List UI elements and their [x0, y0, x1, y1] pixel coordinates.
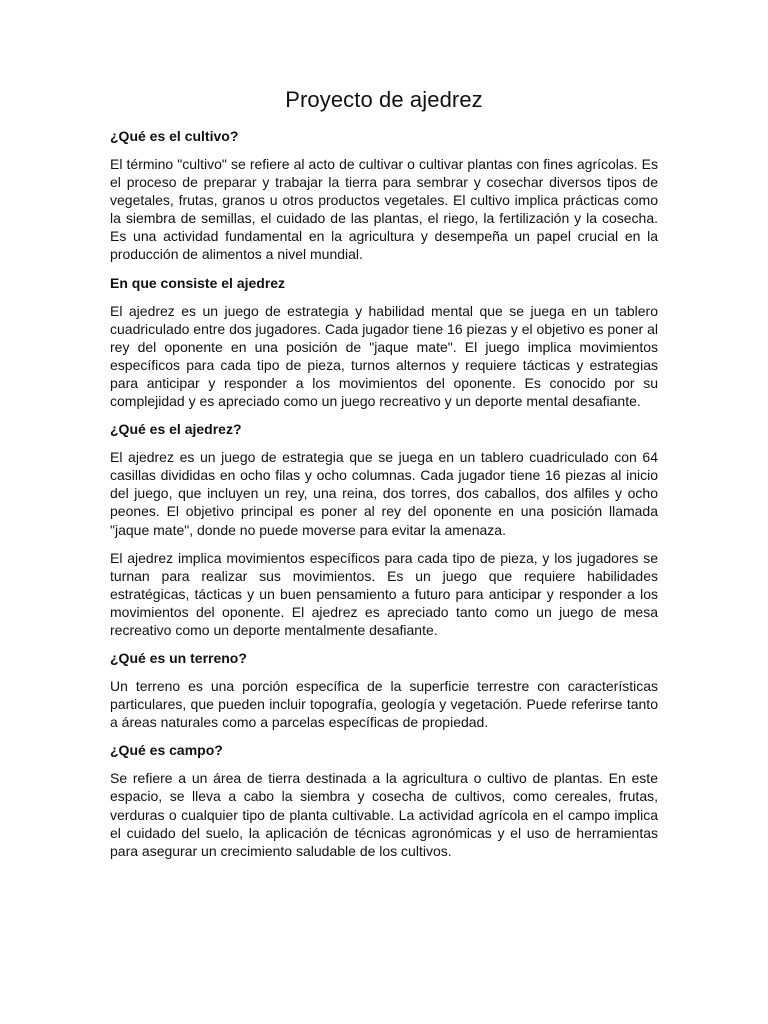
paragraph: Se refiere a un área de tierra destinada a la agricultura o cultivo de plantas. En este espacio, se lleva a cabo la siembra y cosecha de cultivos, como cereales, frutas, verduras o cualquier tipo de planta cultivable. La actividad agrícola en el campo implica el cuidado del suelo, la aplicación de técnicas agronómicas y el uso de herramientas para asegurar un crecimiento saludable de los cultivos. [110, 770, 658, 859]
section-heading: En que consiste el ajedrez [110, 274, 286, 291]
section-que-es-ajedrez [110, 420, 658, 639]
section-heading: ¿Qué es un terreno? [110, 650, 247, 667]
section-cultivo [110, 127, 658, 264]
paragraph: El ajedrez implica movimientos específicos para cada tipo de pieza, y los jugadores se turnan para realizar sus movimientos. Es un juego que requiere habilidades estratégicas, tácticas y un buen pensamiento a futuro para anticipar y responder a los movimientos del oponente. El ajedrez es apreciado tanto como un juego de mesa recreativo como un deporte mentalmente desafiante. [110, 549, 658, 638]
paragraph: Un terreno es una porción específica de la superficie terrestre con características particulares, que pueden incluir topografía, geología y vegetación. Puede referirse tanto a áreas naturales como a parcelas específicas de propiedad. [110, 678, 658, 731]
section-terreno [110, 649, 658, 731]
section-heading: ¿Qué es el cultivo? [110, 128, 239, 144]
paragraph: El término "cultivo" se refiere al acto de cultivar o cultivar plantas con fines agrícolas. Es el proceso de preparar y trabajar la tierra para sembrar y cosechar diversos tipos de vegetales, frutas, granos u otros productos vegetales. El cultivo implica prácticas como la siembra de semillas, el cuidado de las plantas, el riego, la fertilización y la cosecha. Es una actividad fundamental en la agricultura y desempeña un papel crucial en la producción de alimentos a nivel mundial. [110, 156, 658, 263]
paragraph: El ajedrez es un juego de estrategia y habilidad mental que se juega en un tablero cuadriculado entre dos jugadores. Cada jugador tiene 16 piezas y el objetivo es poner al rey del oponente en una posición de "jaque mate". El juego implica movimientos específicos para cada tipo de pieza, turnos alternos y requiere tácticas y estrategias para anticipar y responder a los movimientos del oponente. Es conocido por su complejidad y es apreciado como un juego recreativo y un deporte mental desafiante. [110, 302, 658, 410]
section-campo [110, 741, 658, 859]
paragraph: El ajedrez es un juego de estrategia que se juega en un tablero cuadriculado con 64 casillas divididas en ocho filas y ocho columnas. Cada jugador tiene 16 piezas al inicio del juego, que incluyen un rey, una reina, dos torres, dos caballos, dos alfiles y ocho peones. El objetivo principal es poner al rey del oponente en una posición llamada "jaque mate", donde no puede moverse para evitar la amenaza. [110, 449, 658, 538]
document-page [110, 86, 658, 870]
section-heading: ¿Qué es campo? [110, 742, 223, 759]
section-heading: ¿Qué es el ajedrez? [110, 421, 242, 438]
section-consiste-ajedrez [110, 274, 658, 411]
document-title: Proyecto de ajedrez [285, 87, 483, 112]
